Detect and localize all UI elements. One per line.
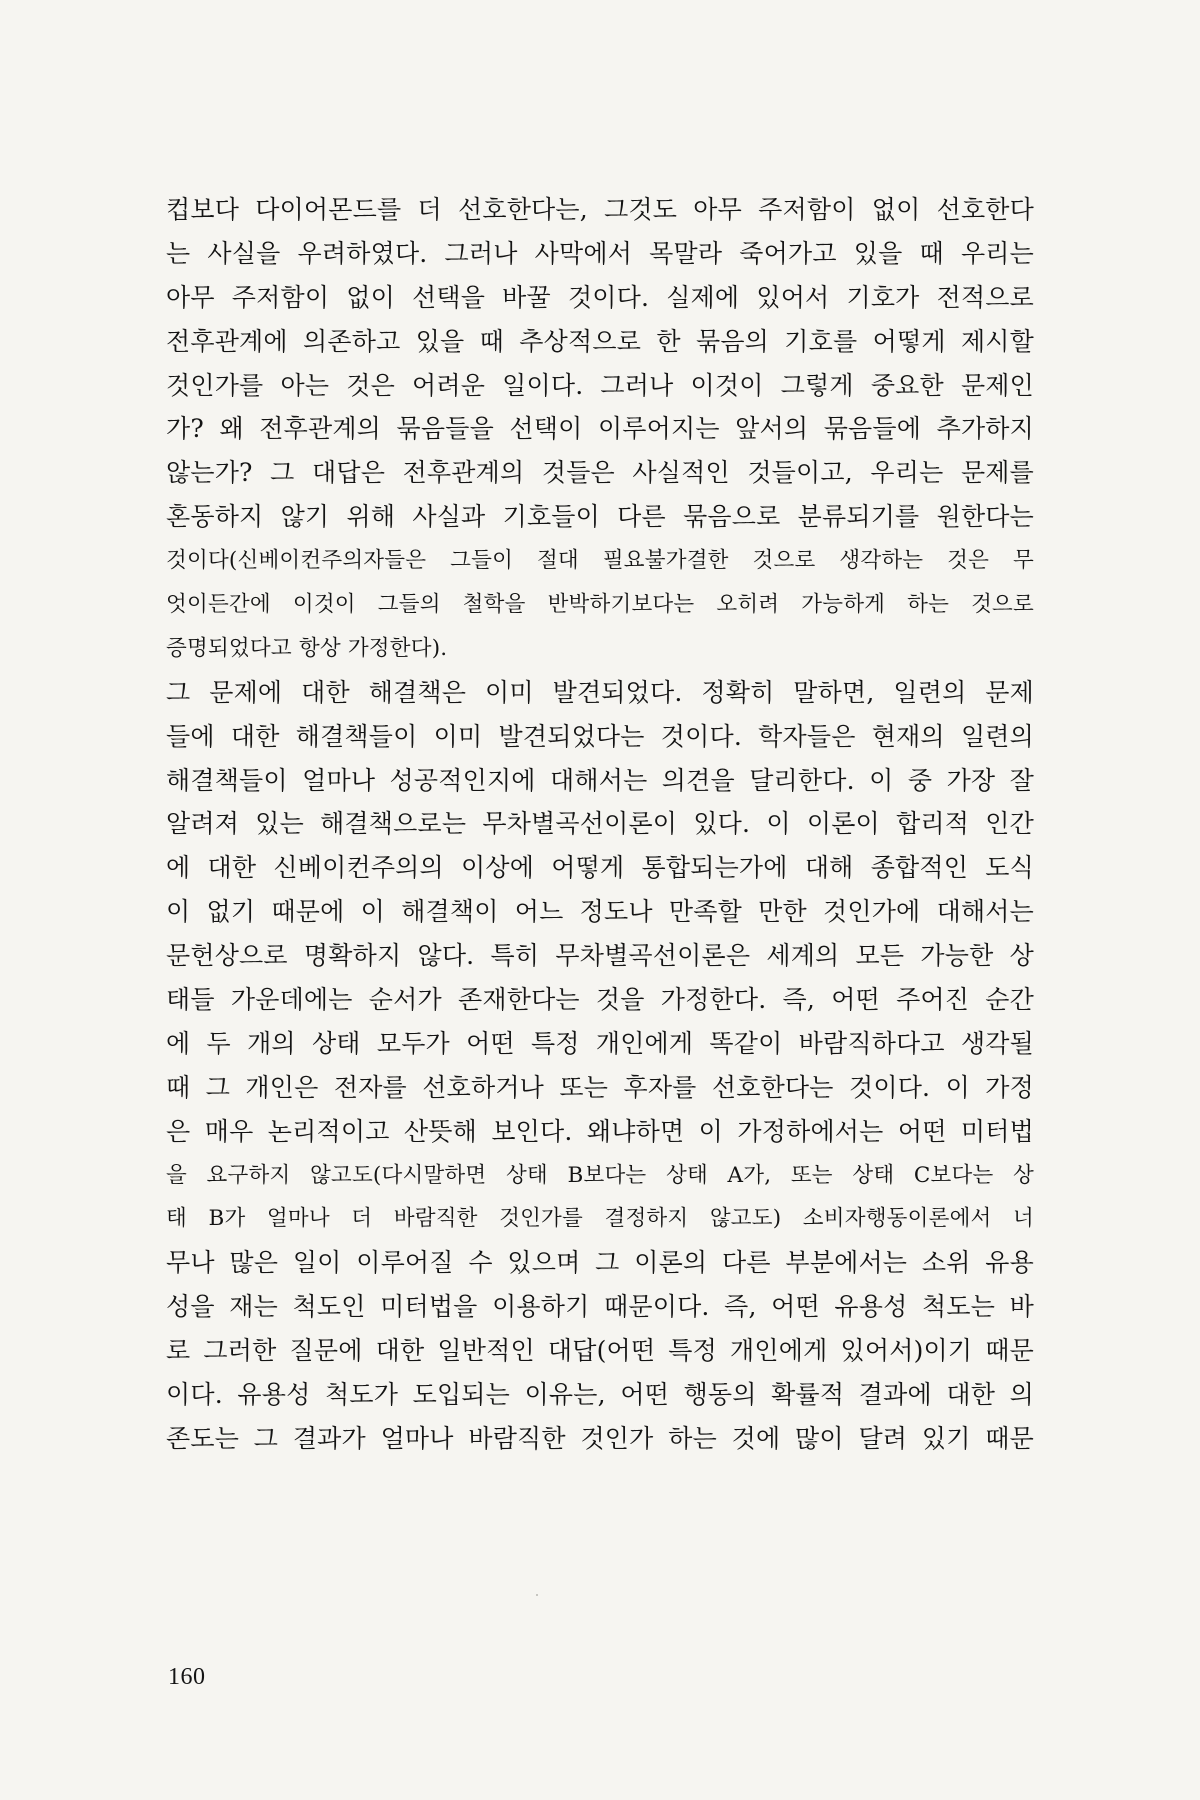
text-line: 무나 많은 일이 이루어질 수 있으며 그 이론의 다른 부분에서는 소위 유용	[166, 1248, 1034, 1278]
text-line: 것이다(신베이컨주의자들은 그들이 절대 필요불가결한 것으로 생각하는 것은 무	[166, 548, 1034, 574]
text-line: 해결책들이 얼마나 성공적인지에 대해서는 의견을 달리한다. 이 중 가장 잘	[166, 765, 1034, 795]
text-line: 로 그러한 질문에 대한 일반적인 대답(어떤 특정 개인에게 있어서)이기 때문	[166, 1336, 1034, 1366]
text-line: 것인가를 아는 것은 어려운 일이다. 그러나 이것이 그렇게 중요한 문제인	[166, 370, 1034, 400]
text-line: 이다. 유용성 척도가 도입되는 이유는, 어떤 행동의 확률적 결과에 대한 의	[166, 1380, 1034, 1410]
text-line: 가? 왜 전후관계의 묶음들을 선택이 이루어지는 앞서의 묶음들에 추가하지	[166, 414, 1034, 444]
text-line: 문헌상으로 명확하지 않다. 특히 무차별곡선이론은 세계의 모든 가능한 상	[166, 941, 1034, 971]
text-line: 이 없기 때문에 이 해결책이 어느 정도나 만족할 만한 것인가에 대해서는	[166, 897, 1034, 927]
text-line: 을 요구하지 않고도(다시말하면 상태 B보다는 상태 A가, 또는 상태 C보다는 상	[166, 1162, 1034, 1188]
text-line: 컵보다 다이어몬드를 더 선호한다는, 그것도 아무 주저함이 없이 선호한다	[166, 195, 1034, 224]
text-line: 은 매우 논리적이고 산뜻해 보인다. 왜냐하면 이 가정하에서는 어떤 미터법	[166, 1116, 1034, 1146]
text-line: 엇이든간에 이것이 그들의 철학을 반박하기보다는 오히려 가능하게 하는 것으로	[166, 592, 1034, 618]
text-line: 는 사실을 우려하였다. 그러나 사막에서 목말라 죽어가고 있을 때 우리는	[166, 238, 1034, 268]
text-line: 존도는 그 결과가 얼마나 바람직한 것인가 하는 것에 많이 달려 있기 때문	[166, 1423, 1034, 1453]
text-line: 성을 재는 척도인 미터법을 이용하기 때문이다. 즉, 어떤 유용성 척도는 바	[166, 1292, 1034, 1322]
scan-speck	[536, 1594, 538, 1596]
text-line: 태들 가운데에는 순서가 존재한다는 것을 가정한다. 즉, 어떤 주어진 순간	[166, 985, 1034, 1015]
text-line: 때 그 개인은 전자를 선호하거나 또는 후자를 선호한다는 것이다. 이 가정	[166, 1072, 1034, 1102]
text-line: 알려져 있는 해결책으로는 무차별곡선이론이 있다. 이 이론이 합리적 인간	[166, 809, 1034, 839]
text-line: 전후관계에 의존하고 있을 때 추상적으로 한 묶음의 기호를 어떻게 제시할	[166, 326, 1034, 356]
text-line: 태 B가 얼마나 더 바람직한 것인가를 결정하지 않고도) 소비자행동이론에서 너	[166, 1206, 1034, 1232]
text-line: 아무 주저함이 없이 선택을 바꿀 것이다. 실제에 있어서 기호가 전적으로	[166, 282, 1034, 312]
text-line: 에 대한 신베이컨주의의 이상에 어떻게 통합되는가에 대해 종합적인 도식	[166, 853, 1034, 883]
text-line: 증명되었다고 항상 가정한다).	[166, 635, 448, 661]
text-line: 않는가? 그 대답은 전후관계의 것들은 사실적인 것들이고, 우리는 문제를	[166, 458, 1034, 488]
text-line: 들에 대한 해결책들이 이미 발견되었다는 것이다. 학자들은 현재의 일련의	[166, 721, 1034, 751]
text-line: 에 두 개의 상태 모두가 어떤 특정 개인에게 똑같이 바람직하다고 생각될	[166, 1028, 1034, 1058]
page-number: 160	[168, 1664, 206, 1690]
text-line: 그 문제에 대한 해결책은 이미 발견되었다. 정확히 말하면, 일련의 문제	[166, 677, 1034, 707]
body-text	[166, 188, 1034, 1461]
text-line: 혼동하지 않기 위해 사실과 기호들이 다른 묶음으로 분류되기를 원한다는	[166, 502, 1034, 532]
